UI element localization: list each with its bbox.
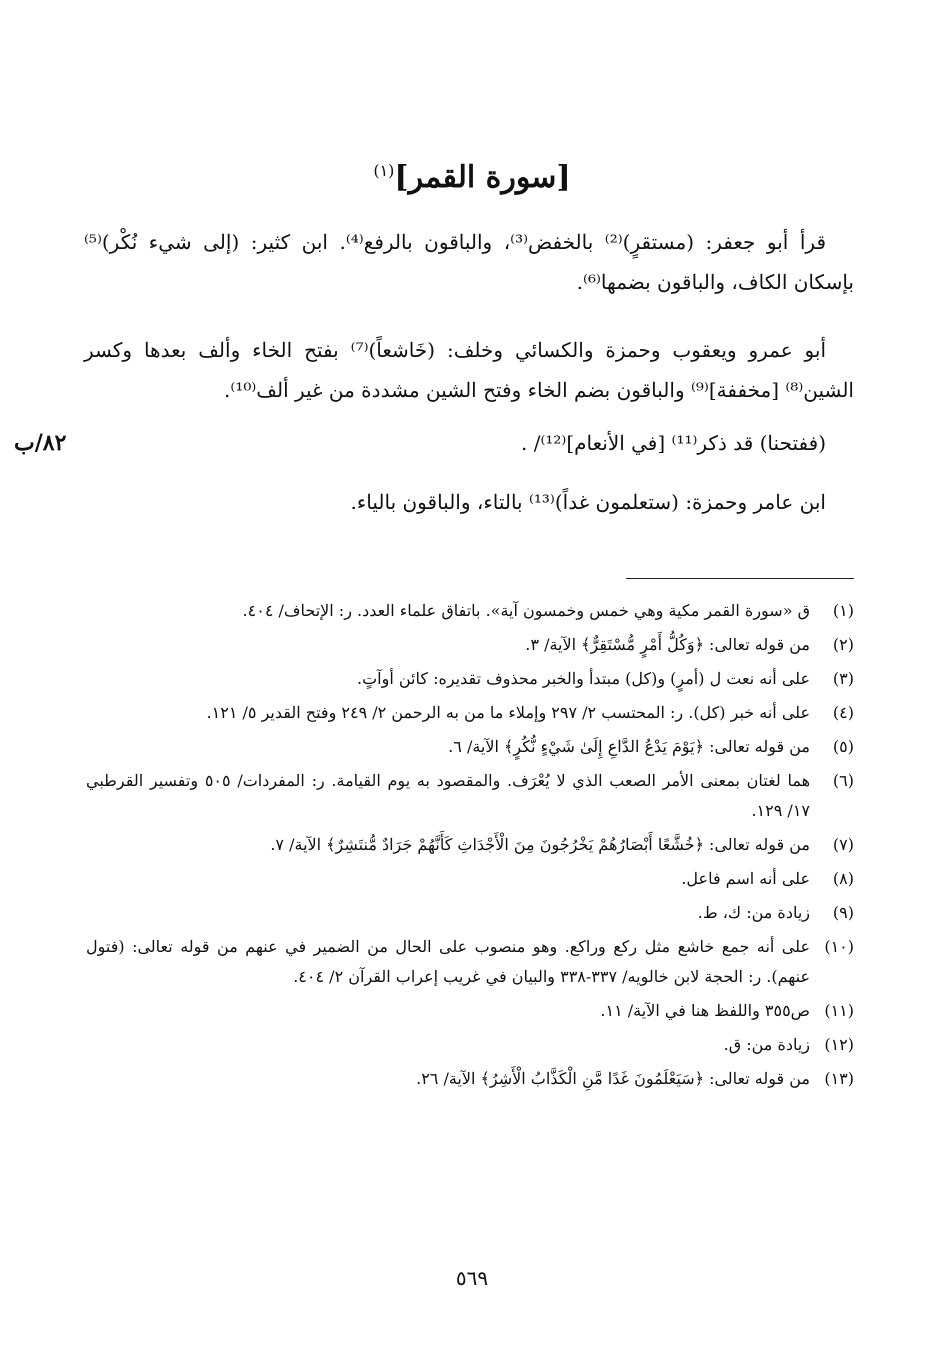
footnote-text: من قوله تعالى: ﴿يَوْمَ يَدْعُ الدَّاعِ إِلَىٰ شَيْءٍ نُّكُرٍ﴾ الآية/ ٦. [448,737,810,756]
footnote-number: (٦) [832,771,854,790]
chapter-title-footnote-ref: (١) [373,161,395,180]
footnote-text: من قوله تعالى: ﴿سَيَعْلَمُونَ غَدًا مَّنِ الْكَذَّابُ الْأَشِرُ﴾ الآية/ ٢٦. [416,1069,810,1088]
footnote [86,630,854,660]
footnote [86,664,854,694]
footnote-text: على أنه اسم فاعل. [681,869,810,888]
footnote-text: من قوله تعالى: ﴿وَكُلُّ أَمْرٍ مُّسْتَقِرٌّ﴾ الآية/ ٣. [525,635,810,654]
footnote-text: على أنه خبر (كل). ر: المحتسب ٢/ ٢٩٧ وإملاء ما من به الرحمن ٢/ ٢٤٩ وفتح القدير ٥/ ١٢١. [206,703,810,722]
footnote [86,830,854,860]
footnote-number: (١٣) [824,1069,854,1088]
footnote [86,698,854,728]
footnote [86,596,854,626]
footnote-number: (٩) [832,903,854,922]
footnote-number: (٨) [832,869,854,888]
chapter-title [0,160,944,195]
footnote-text: زيادة من: ق. [723,1035,810,1054]
footnote-text: على أنه نعت ل (أمرٍ) و(كل) مبتدأ والخبر محذوف تقديره: كائن أوآتٍ. [357,669,810,688]
footnote-number: (١٢) [824,1035,854,1054]
footnote-number: (١) [832,601,854,620]
footnote-number: (١٠) [824,937,854,956]
footnote [86,864,854,894]
footnote-number: (٣) [832,669,854,688]
paragraph-2: أبو عمرو ويعقوب وحمزة والكسائي وخلف: (خَاشعاً)⁽⁷⁾ بفتح الخاء وألف بعدها وكسر الشين⁽⁸⁾ [مخففة]⁽⁹⁾ والباقون بضم الخاء وفتح الشين مشددة من غير ألف⁽¹⁰⁾. [84,338,854,402]
footnote [86,732,854,762]
footnote-text: ق «سورة القمر مكية وهي خمس وخمسون آية». باتفاق علماء العدد. ر: الإتحاف/ ٤٠٤. [242,601,810,620]
footnote-text: ص٣٥٥ واللفظ هنا في الآية/ ١١. [600,1001,810,1020]
footnote [86,996,854,1026]
paragraph-4: ابن عامر وحمزة: (ستعلمون غداً)⁽¹³⁾ بالتاء، والباقون بالياء. [350,490,826,514]
footnote [86,898,854,928]
footnote [86,1030,854,1060]
footnote-number: (١١) [824,1001,854,1020]
paragraph-1: قرأ أبو جعفر: (مستقرٍ)⁽²⁾ بالخفض⁽³⁾، والباقون بالرفع⁽⁴⁾. ابن كثير: (إلى شيء نُكْر)⁽⁵⁾ بإسكان الكاف، والباقون بضمها⁽⁶⁾. [84,230,854,294]
paragraph-3: (ففتحنا) قد ذكر⁽¹¹⁾ [في الأنعام]⁽¹²⁾/ . [520,431,826,455]
footnotes-section [86,596,854,1098]
page-number: ٥٦٩ [455,1266,489,1290]
footnote-text: على أنه جمع خاشع مثل ركع وراكع. وهو منصوب على الحال من الضمير في عنهم من قوله تعالى: (فتول عنهم). ر: الحجة لابن خالويه/ ٣٣٧-٣٣٨ والبيان في غريب إعراب القرآن ٢/ ٤٠٤. [86,937,810,986]
footnote [86,932,854,992]
footnote-number: (٥) [832,737,854,756]
footnote-text: هما لغتان بمعنى الأمر الصعب الذي لا يُعْرَف. والمقصود به يوم القيامة. ر: المفردات/ ٥٠٥ وتفسير القرطبي ١٧/ ١٢٩. [86,771,810,820]
footnote [86,766,854,826]
footnote-text: زيادة من: ك، ط. [697,903,810,922]
footnote-text: من قوله تعالى: ﴿خُشَّعًا أَبْصَارُهُمْ يَخْرُجُونَ مِنَ الْأَجْدَاثِ كَأَنَّهُمْ جَرَادٌ مُّنتَشِرٌ﴾ الآية/ ٧. [270,835,810,854]
footnote [86,1064,854,1094]
footnote-number: (٢) [832,635,854,654]
footnote-number: (٤) [832,703,854,722]
footnote-number: (٧) [832,835,854,854]
chapter-title-text: [سورة القمر] [394,160,571,195]
manuscript-folio-marker: ٨٢/ب [14,430,67,456]
footnote-divider [626,578,854,579]
